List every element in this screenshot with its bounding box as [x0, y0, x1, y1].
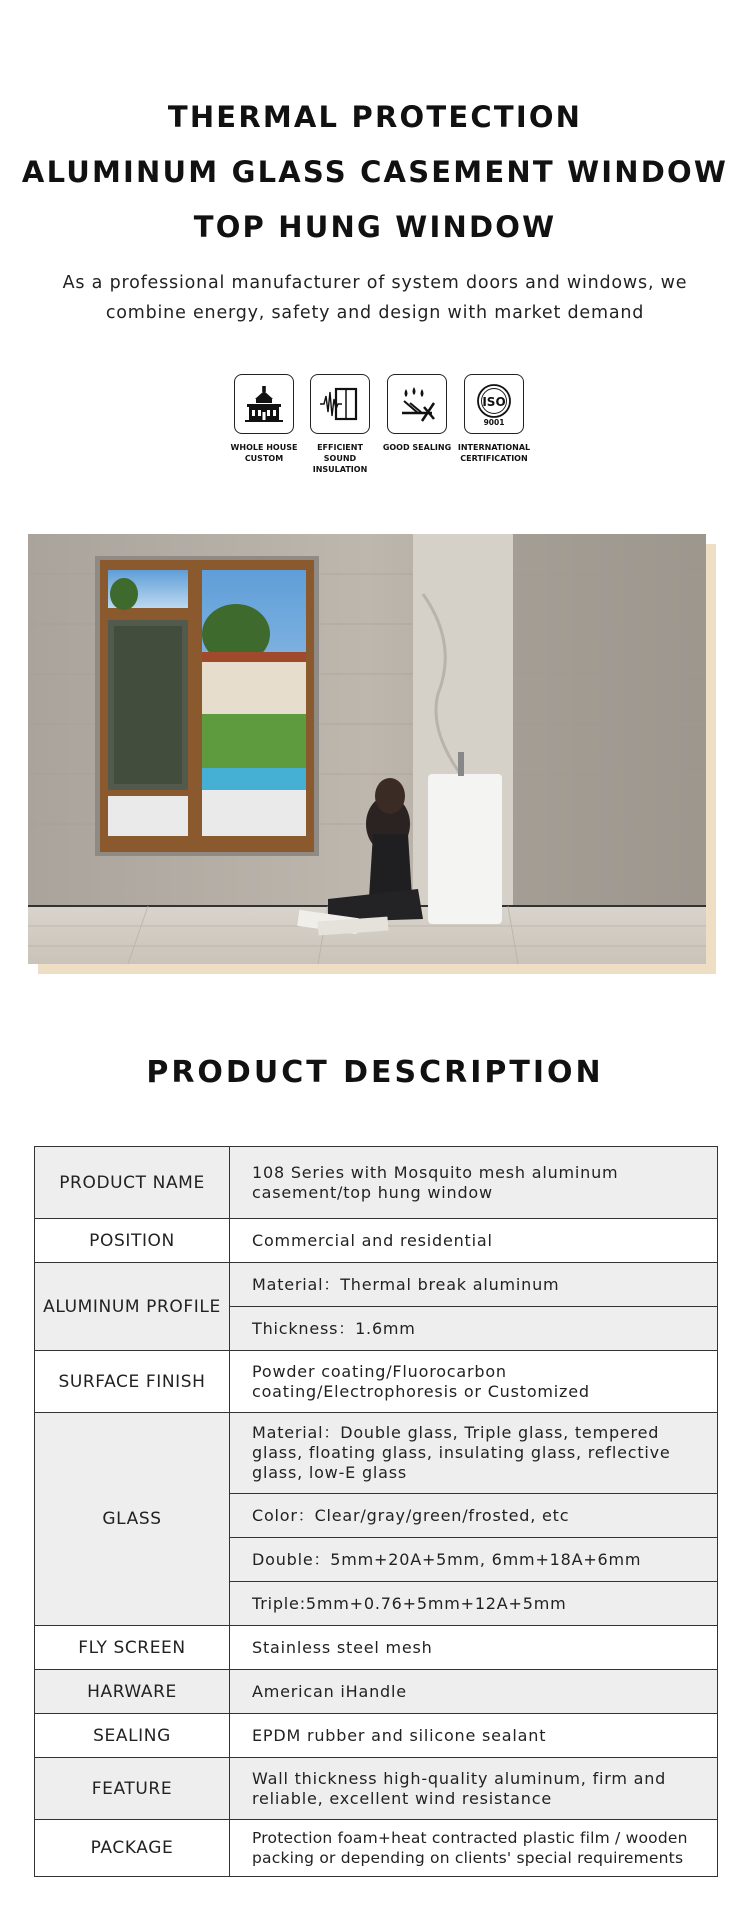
intro-text: As a professional manufacturer of system doors and windows, we combine energy, safety and design with market demand [62, 273, 688, 323]
table-row [35, 1219, 718, 1263]
soundwave-window-icon [310, 374, 370, 434]
row-value-glass-double: Double：5mm+20A+5mm, 6mm+18A+6mm [230, 1538, 718, 1582]
row-value-aluminum-thickness: Thickness：1.6mm [230, 1307, 718, 1351]
table-row [35, 1413, 718, 1494]
row-label-position: POSITION [35, 1219, 230, 1263]
row-label-glass: GLASS [35, 1413, 230, 1626]
table-row [35, 1147, 718, 1219]
title-line-3: TOP HUNG WINDOW [193, 210, 557, 244]
row-label-package: PACKAGE [35, 1820, 230, 1877]
row-value-sealing: EPDM rubber and silicone sealant [230, 1714, 718, 1758]
feature-iso-certification [456, 374, 532, 464]
row-value-aluminum-material: Material：Thermal break aluminum [230, 1263, 718, 1307]
product-photo [28, 534, 706, 976]
table-row [35, 1714, 718, 1758]
table-row [35, 1820, 718, 1877]
table-row [35, 1351, 718, 1413]
row-label-feature: FEATURE [35, 1758, 230, 1820]
table-row [35, 1670, 718, 1714]
feature-label: EFFICIENT SOUND INSULATION [312, 443, 368, 474]
section-title: PRODUCT DESCRIPTION [146, 1055, 604, 1090]
spec-table [34, 1146, 718, 1877]
table-row [35, 1758, 718, 1820]
feature-whole-house [226, 374, 302, 464]
feature-label: GOOD SEALING [382, 443, 452, 452]
row-value-glass-triple: Triple:5mm+0.76+5mm+12A+5mm [230, 1582, 718, 1626]
row-value-glass-color: Color：Clear/gray/green/frosted, etc [230, 1494, 718, 1538]
feature-label: WHOLE HOUSE CUSTOM [230, 443, 298, 463]
house-icon [234, 374, 294, 434]
row-value-position: Commercial and residential [230, 1219, 718, 1263]
feature-good-sealing [379, 374, 455, 453]
title-line-2: ALUMINUM GLASS CASEMENT WINDOW [21, 155, 729, 189]
water-seal-icon [387, 374, 447, 434]
row-value-fly-screen: Stainless steel mesh [230, 1626, 718, 1670]
row-value-surface-finish: Powder coating/Fluorocarbon coating/Electrophoresis or Customized [230, 1351, 718, 1413]
feature-icons [226, 374, 532, 474]
row-label-product-name: PRODUCT NAME [35, 1147, 230, 1219]
row-value-glass-material: Material：Double glass, Triple glass, tempered glass, floating glass, insulating glass, reflective glass, low-E glass [230, 1413, 718, 1494]
feature-sound-insulation [302, 374, 378, 475]
table-row [35, 1263, 718, 1307]
iso-badge-text: ISO [482, 395, 506, 409]
row-value-product-name: 108 Series with Mosquito mesh aluminum casement/top hung window [230, 1147, 718, 1219]
row-value-package: Protection foam+heat contracted plastic film / wooden packing or depending on clients' special requirements [230, 1820, 718, 1877]
row-value-feature: Wall thickness high-quality aluminum, firm and reliable, excellent wind resistance [230, 1758, 718, 1820]
row-label-sealing: SEALING [35, 1714, 230, 1758]
row-value-hardware: American iHandle [230, 1670, 718, 1714]
room-scene [28, 534, 706, 964]
row-label-fly-screen: FLY SCREEN [35, 1626, 230, 1670]
title-line-1: THERMAL PROTECTION [167, 100, 583, 134]
feature-label: INTERNATIONAL CERTIFICATION [457, 443, 531, 463]
row-label-hardware: HARWARE [35, 1670, 230, 1714]
iso-badge-number: 9001 [483, 418, 505, 427]
row-label-surface-finish: SURFACE FINISH [35, 1351, 230, 1413]
row-label-aluminum-profile: ALUMINUM PROFILE [35, 1263, 230, 1351]
table-row [35, 1626, 718, 1670]
iso-certificate-icon [464, 374, 524, 434]
